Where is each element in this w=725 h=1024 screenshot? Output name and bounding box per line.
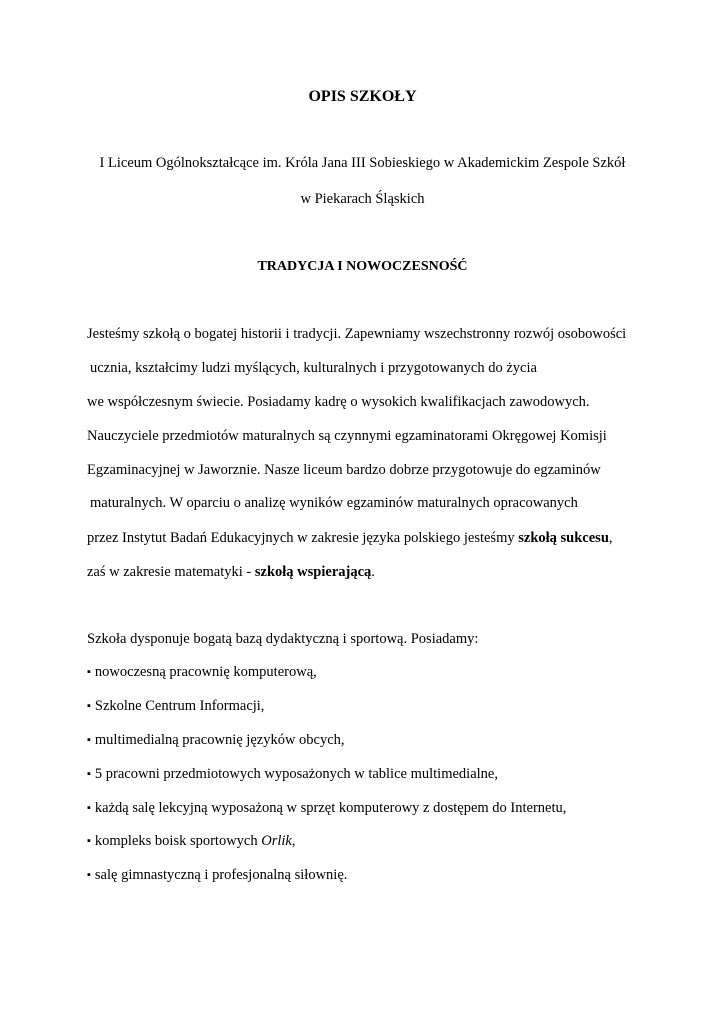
page-title: OPIS SZKOŁY bbox=[308, 88, 417, 105]
facilities-lead: Szkoła dysponuje bogatą bazą dydaktyczną i sportową. Posiadamy: bbox=[87, 631, 479, 647]
intro-line: maturalnych. W oparciu o analizę wyników egzaminów maturalnych opracowanych bbox=[90, 495, 578, 511]
school-name-line-2: w Piekarach Śląskich bbox=[300, 191, 425, 207]
intro-line: Nauczyciele przedmiotów maturalnych są czynnymi egzaminatorami Okręgowej Komisji bbox=[87, 428, 607, 444]
list-item-text: nowoczesną pracownię komputerową, bbox=[94, 664, 317, 680]
list-item bbox=[87, 731, 647, 749]
bullet-icon: ▪ bbox=[87, 802, 91, 814]
list-item bbox=[87, 799, 647, 817]
list-item bbox=[87, 866, 647, 884]
intro-text: przez Instytut Badań Edukacyjnych w zakresie języka polskiego jesteśmy bbox=[87, 530, 519, 546]
intro-text: zaś w zakresie matematyki - bbox=[87, 564, 255, 580]
bullet-icon: ▪ bbox=[87, 734, 91, 746]
list-item-text: salę gimnastyczną i profesjonalną siłownię. bbox=[94, 867, 348, 883]
intro-emphasis: szkołą sukcesu bbox=[518, 530, 609, 546]
intro-line: ucznia, kształcimy ludzi myślących, kulturalnych i przygotowanych do życia bbox=[90, 360, 537, 376]
list-item-italic: Orlik bbox=[261, 833, 292, 849]
section-heading: TRADYCJA I NOWOCZESNOŚĆ bbox=[257, 259, 468, 274]
intro-line: Jesteśmy szkołą o bogatej historii i tradycji. Zapewniamy wszechstronny rozwój osobowości bbox=[87, 326, 627, 342]
intro-line bbox=[87, 563, 647, 581]
intro-text: , bbox=[608, 530, 613, 546]
list-item bbox=[87, 832, 647, 850]
intro-text: . bbox=[371, 564, 375, 580]
list-item-text: każdą salę lekcyjną wyposażoną w sprzęt komputerowy z dostępem do Internetu, bbox=[94, 800, 567, 816]
bullet-icon: ▪ bbox=[87, 869, 91, 881]
bullet-icon: ▪ bbox=[87, 768, 91, 780]
list-item-text: 5 pracowni przedmiotowych wyposażonych w tablice multimedialne, bbox=[94, 766, 498, 782]
list-item-text: multimedialną pracownię języków obcych, bbox=[94, 732, 345, 748]
list-item-text: Szkolne Centrum Informacji, bbox=[94, 698, 265, 714]
intro-line: we współczesnym świecie. Posiadamy kadrę o wysokich kwalifikacjach zawodowych. bbox=[87, 394, 590, 410]
bullet-icon: ▪ bbox=[87, 700, 91, 712]
intro-line: Egzaminacyjnej w Jaworznie. Nasze liceum bardzo dobrze przygotowuje do egzaminów bbox=[87, 462, 601, 478]
school-name-line-1: I Liceum Ogólnokształcące im. Króla Jana III Sobieskiego w Akademickim Zespole Szkół bbox=[99, 155, 626, 171]
list-item bbox=[87, 697, 647, 715]
intro-emphasis: szkołą wspierającą bbox=[254, 564, 372, 580]
bullet-icon: ▪ bbox=[87, 666, 91, 678]
list-item-text: kompleks boisk sportowych bbox=[94, 833, 262, 849]
list-item bbox=[87, 765, 647, 783]
list-item-text: , bbox=[291, 833, 296, 849]
intro-line bbox=[87, 529, 647, 547]
list-item bbox=[87, 663, 647, 681]
bullet-icon: ▪ bbox=[87, 835, 91, 847]
